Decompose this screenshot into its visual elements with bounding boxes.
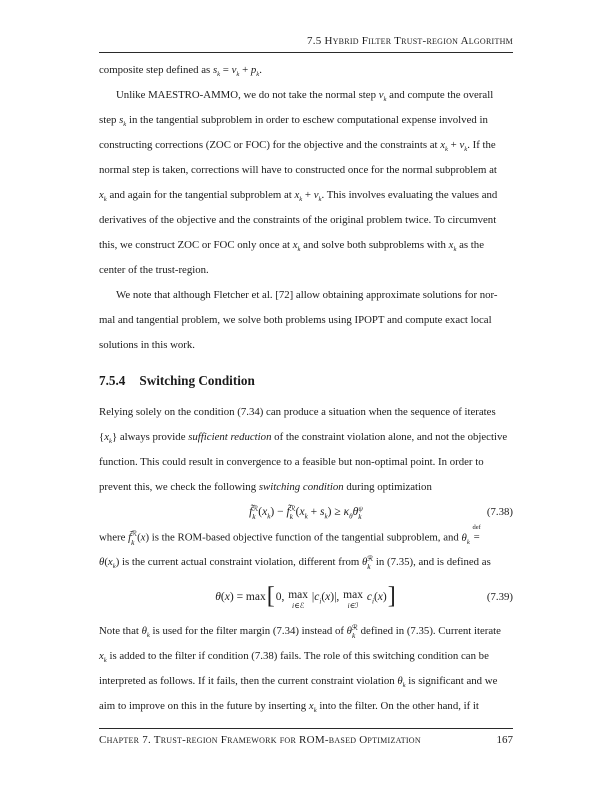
body-text-line: solutions in this work.	[99, 339, 195, 351]
body-text-line: $\{x_k\}$ always provide sufficient reduction of the constraint violation alone, and not the objective	[99, 431, 508, 446]
section-title: Switching Condition	[139, 373, 255, 388]
running-header-title: 7.5 Hybrid Filter Trust-region Algorithm	[306, 35, 513, 47]
body-text-line: Note that $\theta_k$ is used for the filter margin (7.34) instead of θ̃ ℛ k defined in (7.35). Current iterate	[99, 622, 501, 640]
body-text-line: where f̃ ℛ k (x) is the ROM-based objective function of the tangential subproblem, and $\theta_k$ def =	[99, 524, 481, 547]
body-text-line: normal step is taken, corrections will have to constructed once for the normal subproblem at	[99, 164, 497, 176]
body-text-line: $\theta(x_k)$ is the current actual constraint violation, different from θ̃ ℛ k in (7.35), and is defined as	[99, 553, 491, 571]
section-number: 7.5.4	[99, 373, 126, 388]
body-text-line: composite step defined as $s_k = v_k + p_k$.	[99, 64, 262, 79]
body-text-line: Relying solely on the condition (7.34) can produce a situation when the sequence of iterates	[99, 406, 496, 418]
body-text-line: $x_k$ is added to the filter if condition (7.38) fails. The role of this switching condition can be	[99, 650, 489, 665]
body-text-line: function. This could result in convergence to a feasible but non-optimal point. In order to	[99, 456, 484, 468]
body-text-line: We note that although Fletcher et al. [72] allow obtaining approximate solutions for nor-	[116, 289, 498, 301]
body-text-line: interpreted as follows. If it fails, then the current constraint violation $\theta_k$ is significant and we	[99, 675, 498, 690]
equation-tag: (7.38)	[486, 506, 513, 518]
body-text-line: this, we construct ZOC or FOC only once at $x_k$ and solve both subproblems with $x_k$ as the	[99, 239, 484, 254]
body-text-line: $x_k$ and again for the tangential subproblem at $x_k + v_k$. This involves evaluating the values and	[99, 189, 498, 204]
page-number: 167	[496, 734, 513, 746]
section-heading	[99, 368, 513, 393]
body-text-line: Unlike MAESTRO-AMMO, we do not take the normal step $v_k$ and compute the overall	[116, 89, 494, 104]
body-text-line: center of the trust-region.	[99, 264, 209, 276]
page-content	[99, 0, 513, 719]
display-equation-7-38	[99, 500, 513, 525]
body-text-line: constructing corrections (ZOC or FOC) for the objective and the constraints at $x_k + v_k$. If the	[99, 139, 496, 154]
equation-tag: (7.39)	[486, 591, 513, 603]
display-equation-7-39	[99, 575, 513, 619]
running-footer	[99, 728, 513, 747]
body-text-line: derivatives of the objective and the constraints of the original problem twice. To circumvent	[99, 214, 497, 226]
body-text-line: aim to improve on this in the future by inserting $x_k$ into the filter. On the other hand, if it	[99, 700, 479, 715]
body-text	[99, 58, 513, 719]
body-text-line: mal and tangential problem, we solve both problems using IPOPT and compute exact local	[99, 314, 492, 326]
body-text-line: step $s_k$ in the tangential subproblem in order to eschew computational expense involved in	[99, 114, 488, 129]
equation-body: θ(x) = max[0, max i∈ℰ $|c_i(x)|$, max i∈ℐ $c_i(x)$]	[215, 583, 396, 610]
footer-running-title: Chapter 7. Trust-region Framework for ROM-based Optimization	[99, 734, 421, 746]
running-header	[99, 35, 513, 53]
equation-body: f̃ ℛ k $(x_k)$ − f̃ ℛ k $(x_k + s_k) \ge \kappa_\theta\theta$ ψ k	[249, 503, 363, 521]
body-text-line: prevent this, we check the following switching condition during optimization	[99, 481, 432, 493]
